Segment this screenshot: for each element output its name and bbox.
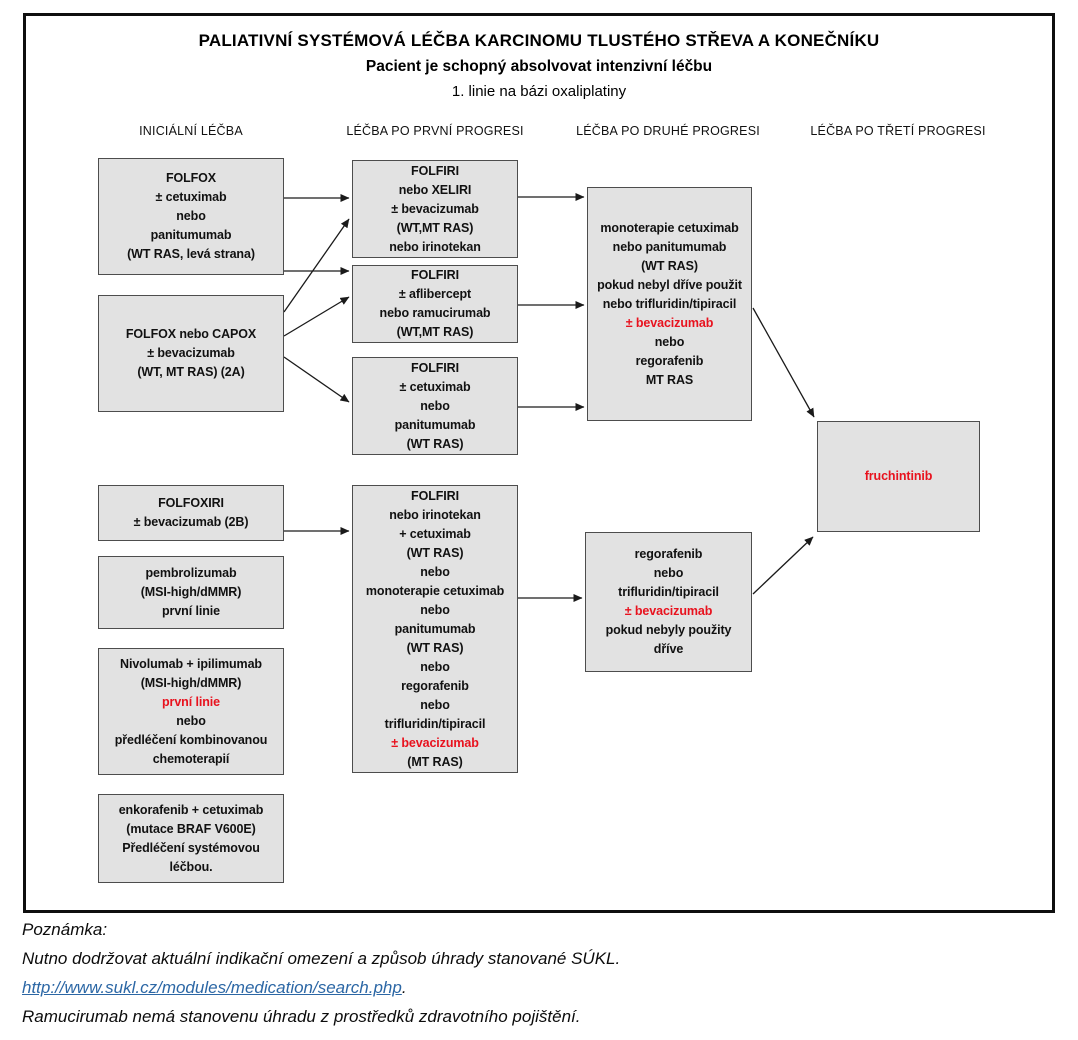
box-line: (WT RAS) (406, 545, 464, 560)
box-line: nebo (420, 564, 450, 579)
box-line: (WT RAS) (406, 640, 464, 655)
box-folfiri-multi-option (352, 485, 518, 773)
box-fruchintinib (817, 421, 980, 532)
box-folfox-cetuximab-panitumumab (98, 158, 284, 275)
box-nivolumab-ipilimumab (98, 648, 284, 775)
box-line: (MSI-high/dMMR) (140, 585, 242, 599)
box-line: (WT,MT RAS) (396, 325, 474, 339)
box-line: ± bevacizumab (391, 735, 479, 750)
box-line: panitumumab (394, 417, 476, 432)
note-ramucirumab: Ramucirumab nemá stanovenu úhradu z prostředků zdravotního pojištění. (22, 1007, 581, 1026)
box-line: nebo (420, 602, 450, 617)
box-line: trifluridin/tipiracil (618, 585, 719, 599)
box-line: pokud nebyl dříve použit (597, 277, 742, 292)
box-line: nebo irinotekan (389, 239, 481, 254)
box-line: FOLFOXIRI (158, 496, 224, 510)
box-folfiri-xeliri (352, 160, 518, 258)
box-folfiri-aflibercept (352, 265, 518, 343)
box-line: nebo XELIRI (398, 182, 472, 197)
box-line: panitumumab (150, 228, 232, 242)
box-line: chemoterapií (152, 751, 230, 766)
box-line: ± cetuximab (155, 190, 227, 204)
box-line: FOLFIRI (411, 488, 459, 503)
box-folfox-capox-bevacizumab (98, 295, 284, 412)
box-line: FOLFOX nebo CAPOX (125, 327, 257, 341)
box-line: FOLFIRI (411, 360, 459, 375)
column-header-first-progression: LÉČBA PO PRVNÍ PROGRESI (346, 124, 524, 138)
page-title: PALIATIVNÍ SYSTÉMOVÁ LÉČBA KARCINOMU TLUSTÉHO STŘEVA A KONEČNÍKU (198, 31, 880, 50)
box-line: (mutace BRAF V600E) (126, 821, 256, 836)
box-line: + cetuximab (399, 526, 471, 541)
box-line: nebo (420, 659, 450, 674)
box-line: léčbou. (169, 859, 213, 874)
box-line: monoterapie cetuximab (600, 220, 739, 235)
note-indication-restrictions: Nutno dodržovat aktuální indikační omezení a způsob úhrady stanované SÚKL. (22, 949, 621, 968)
page-subtitle-line: 1. linie na bázi oxaliplatiny (451, 83, 627, 100)
box-line: dříve (653, 642, 684, 656)
box-pembrolizumab (98, 556, 284, 629)
box-line: nebo trifluridin/tipiracil (602, 296, 737, 311)
box-line: enkorafenib + cetuximab (118, 802, 264, 817)
box-line: nebo ramucirumab (379, 306, 491, 320)
box-line: (MT RAS) (407, 754, 463, 769)
box-line: ± aflibercept (398, 287, 472, 301)
box-line: nebo irinotekan (389, 507, 481, 522)
box-line: (WT RAS, levá strana) (127, 247, 255, 261)
box-line: FOLFIRI (411, 268, 459, 282)
box-line: ± bevacizumab (624, 604, 713, 618)
box-line: monoterapie cetuximab (365, 583, 505, 598)
box-enkorafenib-cetuximab (98, 794, 284, 883)
box-line: ± cetuximab (399, 379, 471, 394)
box-folfoxiri-bevacizumab (98, 485, 284, 541)
column-header-third-progression: LÉČBA PO TŘETÍ PROGRESI (810, 124, 986, 138)
note-link-row (22, 978, 407, 998)
box-line: první linie (162, 694, 220, 709)
box-line: Nivolumab + ipilimumab (120, 656, 262, 671)
box-line: ± bevacizumab (2B) (133, 515, 249, 529)
box-line: (WT RAS) (641, 258, 698, 273)
box-line: nebo (176, 209, 206, 223)
box-line: pokud nebyly použity (605, 623, 732, 637)
box-line: regorafenib (634, 547, 703, 561)
box-line: nebo (654, 334, 685, 349)
link-period: . (401, 978, 407, 997)
box-line: pembrolizumab (145, 566, 237, 580)
box-line: fruchintinib (864, 469, 933, 483)
box-line: MT RAS (645, 372, 694, 387)
box-regorafenib-trifluridin (585, 532, 752, 672)
box-line: (WT,MT RAS) (396, 220, 474, 235)
box-line: ± bevacizumab (147, 346, 235, 360)
box-line: trifluridin/tipiracil (384, 716, 486, 731)
box-line: regorafenib (635, 353, 704, 368)
box-line: nebo (176, 713, 206, 728)
note-heading: Poznámka: (22, 920, 108, 939)
box-line: předléčení kombinovanou (114, 732, 268, 747)
column-header-second-progression: LÉČBA PO DRUHÉ PROGRESI (576, 124, 760, 138)
box-monoterapie-cetuximab (587, 187, 752, 421)
box-line: Předléčení systémovou (122, 840, 260, 855)
box-line: ± bevacizumab (391, 201, 479, 216)
box-line: první linie (162, 604, 220, 618)
column-header-initial-treatment: INICIÁLNÍ LÉČBA (139, 124, 243, 138)
box-line: FOLFIRI (411, 163, 459, 178)
box-line: nebo (420, 398, 450, 413)
box-line: nebo (420, 697, 450, 712)
box-line: (WT RAS) (406, 436, 464, 451)
box-line: ± bevacizumab (625, 315, 714, 330)
sukl-link[interactable]: http://www.sukl.cz/modules/medication/search.php (22, 978, 402, 997)
box-line: nebo (653, 566, 684, 580)
box-line: FOLFOX (165, 171, 217, 185)
box-line: nebo panitumumab (612, 239, 727, 254)
box-line: (MSI-high/dMMR) (140, 675, 242, 690)
page-subtitle: Pacient je schopný absolvovat intenzivní léčbu (365, 58, 713, 75)
box-line: (WT, MT RAS) (2A) (137, 365, 245, 379)
box-line: regorafenib (401, 678, 469, 693)
box-folfiri-cetuximab-panitumumab (352, 357, 518, 455)
box-line: panitumumab (394, 621, 476, 636)
